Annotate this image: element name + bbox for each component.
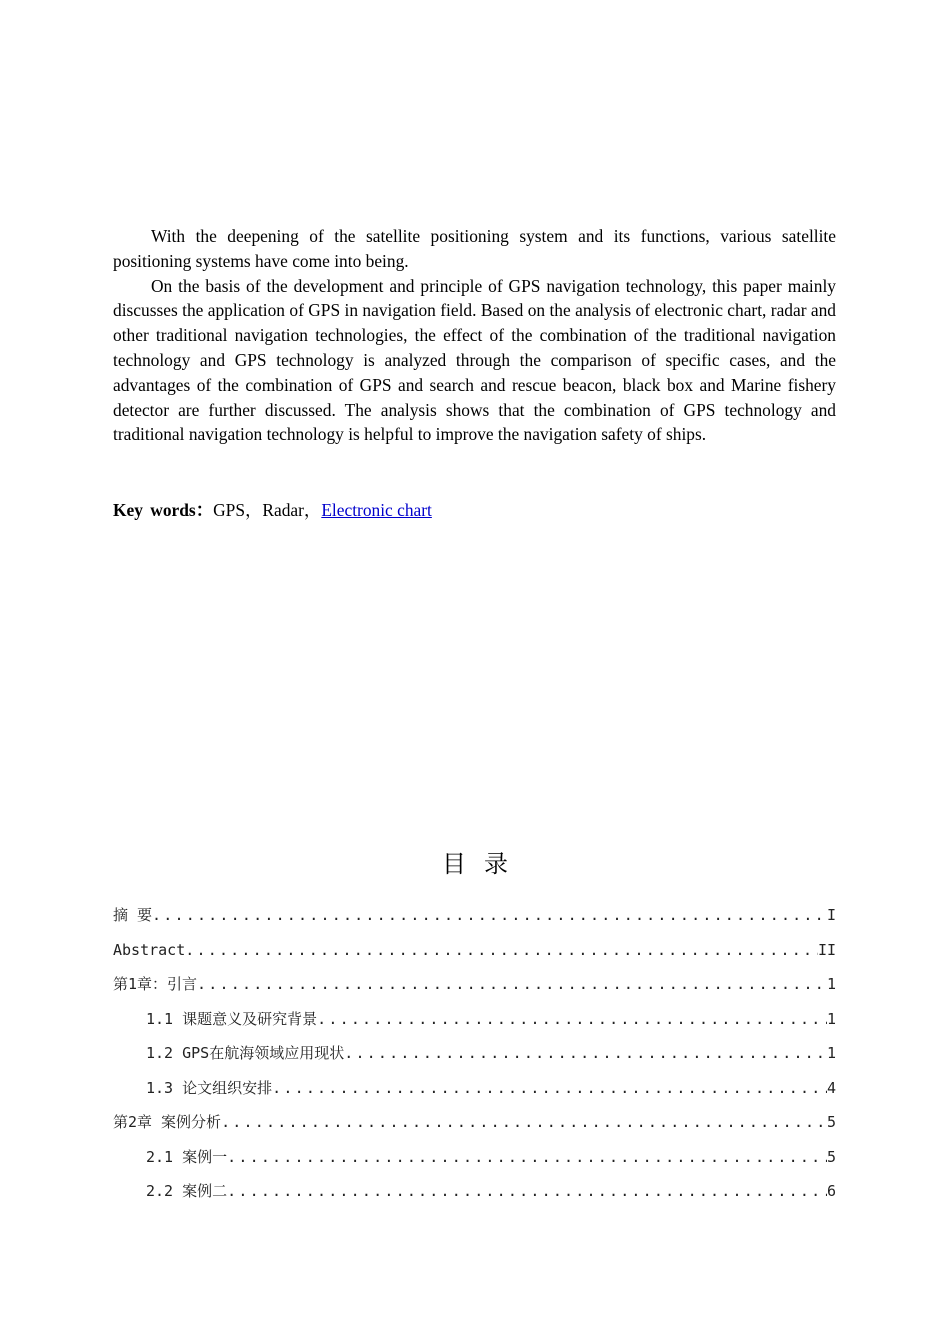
toc-leader-dots [344, 1036, 827, 1071]
toc-entry-page: 1 [826, 1009, 836, 1028]
abstract-paragraph: With the deepening of the satellite positioning system and its functions, various satellite positioning systems have come into being. [113, 226, 836, 271]
toc-entry[interactable] [113, 967, 836, 1002]
toc-entry-page: 5 [826, 1113, 836, 1131]
toc-entry-label: 摘 要 [113, 906, 153, 924]
toc-entry-label: 1.1 课题意义及研究背景 [146, 1009, 318, 1028]
toc-entry[interactable] [113, 1140, 836, 1175]
toc-entry-page: II [817, 940, 836, 959]
toc-entry[interactable] [113, 1071, 836, 1106]
toc-entry-label: 第2章 案例分析 [113, 1113, 222, 1131]
toc-leader-dots [317, 1002, 827, 1037]
toc-entry-label: 2.2 案例二 [146, 1182, 228, 1200]
table-of-contents [113, 898, 836, 1209]
toc-leader-dots [227, 1174, 827, 1209]
keyword: Radar， [262, 500, 322, 520]
keyword: GPS， [213, 500, 263, 520]
toc-entry-page: 4 [826, 1078, 836, 1097]
toc-entry-page: 6 [826, 1182, 836, 1200]
toc-entry[interactable] [113, 1036, 836, 1071]
toc-entry[interactable] [113, 1002, 836, 1037]
toc-leader-dots [272, 1071, 827, 1106]
toc-leader-dots [197, 967, 827, 1002]
keywords-line [113, 498, 432, 523]
toc-entry-label: 2.1 案例一 [146, 1147, 228, 1166]
toc-entry-page: 5 [826, 1147, 836, 1166]
keywords-label: Key words： [113, 500, 214, 520]
toc-leader-dots [227, 1140, 827, 1175]
toc-leader-dots [185, 933, 818, 968]
toc-entry[interactable] [113, 898, 836, 933]
toc-entry-page: 1 [826, 975, 836, 993]
keyword-link[interactable]: Electronic chart [321, 500, 432, 520]
toc-entry-label: 1.2 GPS在航海领域应用现状 [146, 1044, 345, 1062]
toc-entry-page: 1 [826, 1044, 836, 1062]
toc-entry-label: Abstract [113, 940, 186, 959]
abstract-section [113, 224, 836, 447]
abstract-paragraph: On the basis of the development and principle of GPS navigation technology, this paper mainly discusses the application of GPS in navigation field. Based on the analysis of electronic chart, radar and other traditional navigation technologies, the effect of the combination of the traditional navigation technology and GPS technology is analyzed through the comparison of specific cases, and the advantages of the combination of GPS and search and rescue beacon, black box and Marine fishery detector are further discussed. The analysis shows that the combination of GPS technology and traditional navigation technology is helpful to improve the navigation safety of ships. [113, 275, 836, 445]
toc-entry[interactable] [113, 1105, 836, 1140]
toc-leader-dots [152, 898, 827, 933]
toc-leader-dots [221, 1105, 827, 1140]
toc-title: 目录 [442, 850, 526, 878]
toc-entry[interactable] [113, 1174, 836, 1209]
toc-entry-page: I [826, 906, 836, 924]
toc-entry-label: 第1章：引言 [113, 975, 198, 993]
toc-entry-label: 1.3 论文组织安排 [146, 1078, 273, 1097]
toc-entry[interactable] [113, 933, 836, 968]
